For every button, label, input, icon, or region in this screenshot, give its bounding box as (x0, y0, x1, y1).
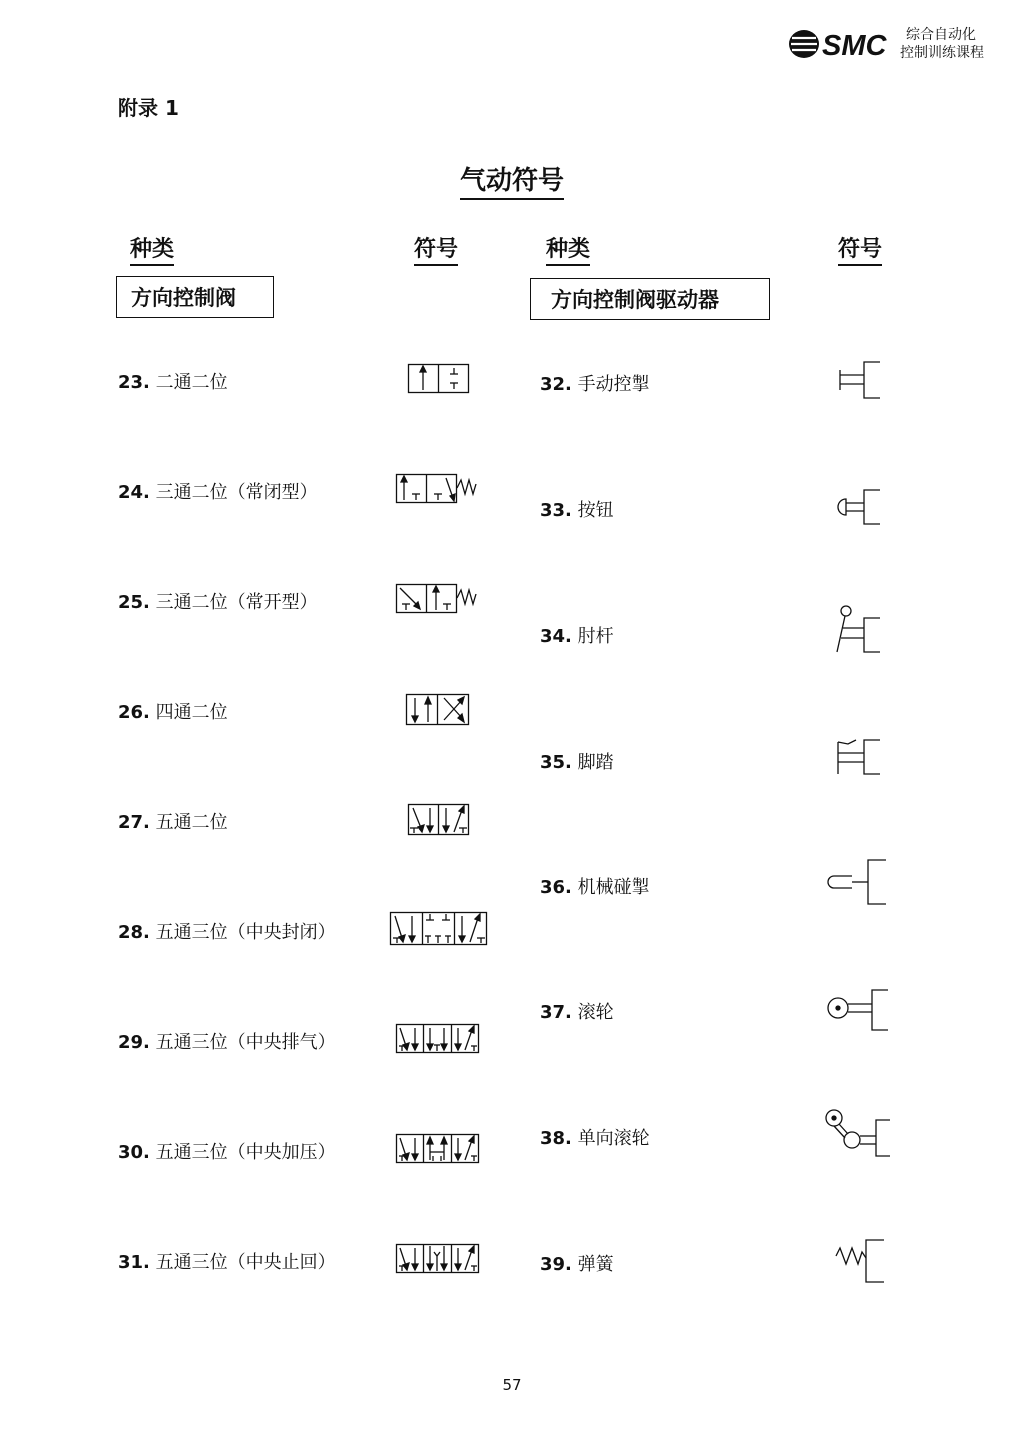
list-item: 23. 二通二位 (118, 372, 228, 393)
list-item: 37. 滚轮 (540, 1002, 614, 1023)
logo-subtitle (900, 26, 984, 62)
valve-5-3-check-center-symbol-icon (396, 1244, 480, 1274)
valve-3-2-nc-symbol-icon (396, 474, 480, 504)
right-symbol-header: 符号 (838, 232, 882, 263)
appendix-label: 附录 1 (118, 96, 179, 120)
list-item: 36. 机械碰掣 (540, 877, 650, 898)
valve-5-2-symbol-icon (408, 804, 470, 836)
mechanical-plunger-symbol-icon (828, 858, 890, 908)
manual-actuator-symbol-icon (836, 360, 884, 402)
logo-subtitle-line2: 控制训练课程 (900, 45, 984, 61)
valve-4-2-symbol-icon (406, 694, 470, 726)
lever-symbol-icon (834, 604, 884, 656)
push-button-symbol-icon (834, 488, 884, 528)
list-item: 24. 三通二位（常闭型） (118, 482, 318, 503)
foot-pedal-symbol-icon (834, 738, 884, 778)
right-category-box: 方向控制阀驱动器 (530, 278, 770, 320)
spring-symbol-icon (834, 1236, 888, 1286)
left-type-header: 种类 (130, 232, 174, 263)
valve-5-3-exhaust-center-symbol-icon (396, 1024, 480, 1054)
list-item: 35. 脚踏 (540, 752, 614, 773)
page-number: 57 (502, 1376, 522, 1394)
left-symbol-header: 符号 (414, 232, 458, 263)
list-item: 28. 五通三位（中央封闭） (118, 922, 336, 943)
list-item: 29. 五通三位（中央排气） (118, 1032, 336, 1053)
list-item: 30. 五通三位（中央加压） (118, 1142, 336, 1163)
list-item: 26. 四通二位 (118, 702, 228, 723)
valve-5-3-closed-center-symbol-icon (390, 912, 488, 946)
list-item: 34. 肘杆 (540, 626, 614, 647)
right-type-header: 种类 (546, 232, 590, 263)
valve-2-2-symbol-icon (408, 364, 470, 394)
one-way-roller-symbol-icon (824, 1108, 894, 1160)
list-item: 27. 五通二位 (118, 812, 228, 833)
list-item: 38. 单向滚轮 (540, 1128, 650, 1149)
list-item: 32. 手动控掣 (540, 374, 650, 395)
page-title: 气动符号 (0, 160, 1024, 197)
list-item: 25. 三通二位（常开型） (118, 592, 318, 613)
smc-logo (788, 24, 998, 64)
roller-symbol-icon (826, 988, 892, 1034)
svg-text:SMC: SMC (822, 30, 887, 60)
valve-5-3-pressure-center-symbol-icon (396, 1134, 480, 1164)
left-category-box: 方向控制阀 (116, 276, 274, 318)
list-item: 39. 弹簧 (540, 1254, 614, 1275)
logo-subtitle-line1: 综合自动化 (906, 27, 976, 43)
smc-logo-icon (788, 28, 896, 60)
list-item: 31. 五通三位（中央止回） (118, 1252, 336, 1273)
valve-3-2-no-symbol-icon (396, 584, 480, 614)
list-item: 33. 按钮 (540, 500, 614, 521)
